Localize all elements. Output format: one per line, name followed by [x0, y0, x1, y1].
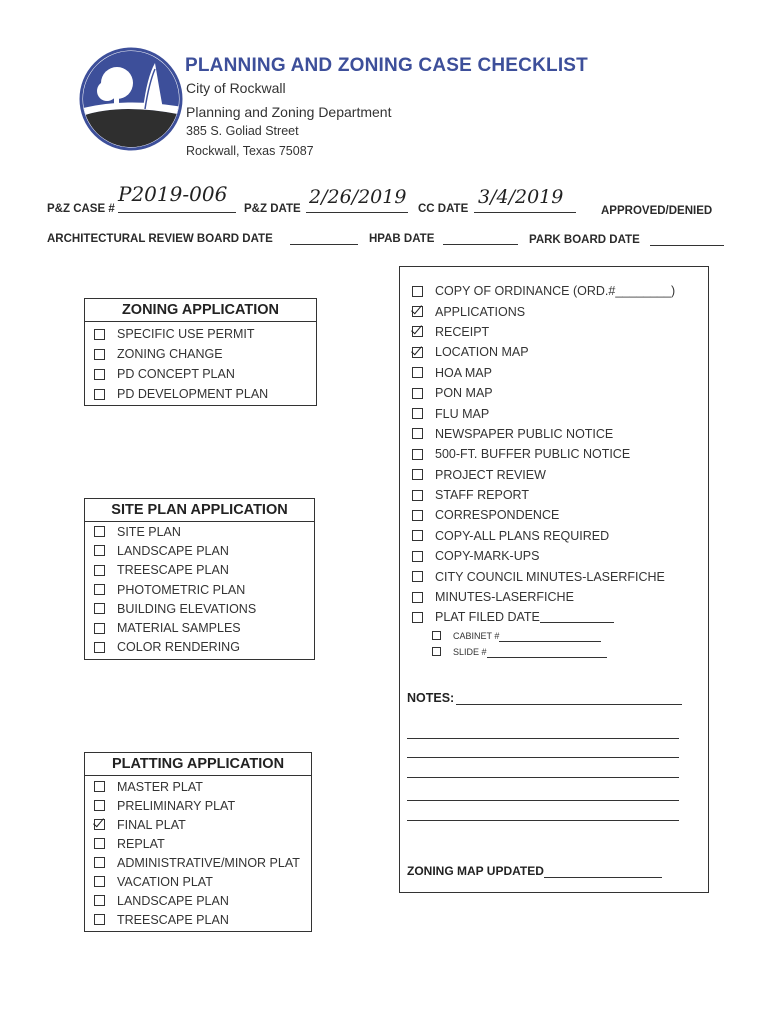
photometric-plan-checkbox[interactable] — [94, 584, 105, 595]
street-address: 385 S. Goliad Street — [186, 124, 299, 138]
pz-case-label: P&Z CASE # — [47, 203, 115, 215]
site-plan-application-list — [85, 522, 314, 657]
copy-all-plans-required-checkbox[interactable] — [412, 530, 423, 541]
plat-filed-date-line[interactable] — [540, 611, 614, 623]
newspaper-public-notice-label: NEWSPAPER PUBLIC NOTICE — [435, 426, 614, 441]
checklist-item-treescape-plan[interactable] — [94, 910, 311, 929]
checklist-item-color-rendering[interactable] — [94, 638, 314, 657]
zoning-change-label: ZONING CHANGE — [117, 347, 223, 361]
slide-label: SLIDE # — [453, 646, 487, 657]
checklist-item-flu-map[interactable] — [412, 403, 708, 423]
slide-item[interactable] — [432, 644, 708, 660]
copy-mark-ups-checkbox[interactable] — [412, 551, 423, 562]
treescape-plan-checkbox[interactable] — [94, 914, 105, 925]
checklist-item-applications[interactable] — [412, 301, 708, 321]
city-council-minutes-laserfiche-checkbox[interactable] — [412, 571, 423, 582]
approved-denied: APPROVED/DENIED — [601, 205, 713, 217]
city-state-zip: Rockwall, Texas 75087 — [186, 144, 314, 158]
checklist-item-copy-all-plans-required[interactable] — [412, 526, 708, 546]
checklist-item-location-map[interactable] — [412, 342, 708, 362]
notes-row — [407, 691, 682, 705]
pd-concept-plan-checkbox[interactable] — [94, 369, 105, 380]
checklist-item-plat-filed-date[interactable] — [412, 607, 708, 627]
checklist-item-zoning-change[interactable] — [94, 344, 316, 364]
slide-checkbox[interactable] — [432, 647, 441, 656]
correspondence-label: CORRESPONDENCE — [435, 508, 560, 523]
checklist-item-photometric-plan[interactable] — [94, 580, 314, 599]
notes-line-2[interactable] — [407, 738, 679, 739]
zoning-map-updated-line[interactable] — [544, 866, 662, 878]
site-plan-label: SITE PLAN — [117, 524, 181, 539]
copy-mark-ups-label: COPY-MARK-UPS — [435, 549, 540, 564]
material-samples-checkbox[interactable] — [94, 623, 105, 634]
site-plan-application-title: SITE PLAN APPLICATION — [85, 499, 314, 522]
location-map-label: LOCATION MAP — [435, 345, 529, 360]
city-council-minutes-laserfiche-label: CITY COUNCIL MINUTES-LASERFICHE — [435, 569, 665, 584]
checklist-item-hoa-map[interactable] — [412, 363, 708, 383]
landscape-plan-checkbox[interactable] — [94, 545, 105, 556]
zoning-application-box — [84, 298, 317, 406]
arb-date-line[interactable] — [290, 232, 358, 245]
administrative-minor-plat-label: ADMINISTRATIVE/MINOR PLAT — [117, 855, 300, 870]
photometric-plan-label: PHOTOMETRIC PLAN — [117, 582, 246, 597]
zoning-change-checkbox[interactable] — [94, 349, 105, 360]
cc-date-value[interactable]: 3/4/2019 — [478, 186, 564, 208]
department-name: Planning and Zoning Department — [186, 104, 392, 120]
checklist-item-landscape-plan[interactable] — [94, 541, 314, 560]
plat-filed-subitems — [400, 628, 708, 660]
checklist-item-pd-development-plan[interactable] — [94, 384, 316, 404]
material-samples-label: MATERIAL SAMPLES — [117, 621, 241, 636]
checklist-item-pon-map[interactable] — [412, 383, 708, 403]
administrative-minor-plat-checkbox[interactable] — [94, 857, 105, 868]
copy-all-plans-required-label: COPY-ALL PLANS REQUIRED — [435, 528, 610, 543]
preliminary-plat-label: PRELIMINARY PLAT — [117, 798, 236, 813]
landscape-plan-label: LANDSCAPE PLAN — [117, 893, 229, 908]
color-rendering-checkbox[interactable] — [94, 642, 105, 653]
checklist-item-newspaper-public-notice[interactable] — [412, 424, 708, 444]
notes-line-5[interactable] — [407, 800, 679, 801]
building-elevations-label: BUILDING ELEVATIONS — [117, 601, 257, 616]
location-map-checkbox[interactable] — [412, 347, 423, 358]
checklist-item-copy-mark-ups[interactable] — [412, 546, 708, 566]
project-review-checkbox[interactable] — [412, 469, 423, 480]
hpab-date-line[interactable] — [443, 232, 518, 245]
pon-map-checkbox[interactable] — [412, 388, 423, 399]
site-plan-application-box — [84, 498, 315, 660]
checklist-item-replat[interactable] — [94, 834, 311, 853]
applications-label: APPLICATIONS — [435, 304, 526, 319]
arb-date-label: ARCHITECTURAL REVIEW BOARD DATE — [47, 233, 273, 245]
cc-date-label: CC DATE — [418, 203, 469, 215]
vacation-plat-label: VACATION PLAT — [117, 874, 213, 889]
checklist-item-500-ft-buffer-public-notice[interactable] — [412, 444, 708, 464]
checklist-item-specific-use-permit[interactable] — [94, 324, 316, 344]
notes-line-6[interactable] — [407, 820, 679, 821]
park-board-date-line[interactable] — [650, 233, 724, 246]
notes-label: NOTES: — [407, 691, 455, 705]
site-plan-checkbox[interactable] — [94, 526, 105, 537]
checklist-list — [400, 267, 708, 628]
city-name: City of Rockwall — [186, 80, 286, 96]
replat-checkbox[interactable] — [94, 838, 105, 849]
vacation-plat-checkbox[interactable] — [94, 876, 105, 887]
replat-label: REPLAT — [117, 836, 165, 851]
treescape-plan-label: TREESCAPE PLAN — [117, 912, 229, 927]
specific-use-permit-checkbox[interactable] — [94, 329, 105, 340]
pd-development-plan-label: PD DEVELOPMENT PLAN — [117, 387, 269, 401]
checklist-item-vacation-plat[interactable] — [94, 872, 311, 891]
zoning-application-title: ZONING APPLICATION — [85, 299, 316, 322]
pd-development-plan-checkbox[interactable] — [94, 389, 105, 400]
notes-line-4[interactable] — [407, 777, 679, 778]
hpab-date-label: HPAB DATE — [369, 233, 435, 245]
treescape-plan-label: TREESCAPE PLAN — [117, 563, 229, 578]
park-board-date-label: PARK BOARD DATE — [529, 234, 640, 246]
platting-application-box — [84, 752, 312, 932]
correspondence-checkbox[interactable] — [412, 510, 423, 521]
checklist-item-staff-report[interactable] — [412, 485, 708, 505]
plat-filed-date-checkbox[interactable] — [412, 612, 423, 623]
master-plat-checkbox[interactable] — [94, 781, 105, 792]
zoning-map-updated-label: ZONING MAP UPDATED — [407, 864, 544, 878]
checklist-item-project-review[interactable] — [412, 465, 708, 485]
checklist-box — [399, 266, 709, 893]
landscape-plan-label: LANDSCAPE PLAN — [117, 543, 229, 558]
hoa-map-label: HOA MAP — [435, 365, 492, 380]
zoning-map-updated-row — [407, 864, 662, 878]
final-plat-label: FINAL PLAT — [117, 817, 186, 832]
treescape-plan-checkbox[interactable] — [94, 565, 105, 576]
500-ft-buffer-public-notice-checkbox[interactable] — [412, 449, 423, 460]
final-plat-checkbox[interactable] — [94, 819, 105, 830]
specific-use-permit-label: SPECIFIC USE PERMIT — [117, 327, 255, 341]
notes-line-1[interactable] — [456, 693, 682, 705]
pz-case-value[interactable]: P2019-006 — [118, 182, 228, 206]
checklist-item-final-plat[interactable] — [94, 815, 311, 834]
checklist-item-pd-concept-plan[interactable] — [94, 364, 316, 384]
slide-line[interactable] — [487, 646, 607, 658]
hoa-map-checkbox[interactable] — [412, 367, 423, 378]
building-elevations-checkbox[interactable] — [94, 603, 105, 614]
checklist-item-landscape-plan[interactable] — [94, 891, 311, 910]
checklist-item-receipt[interactable] — [412, 322, 708, 342]
checklist-item-building-elevations[interactable] — [94, 599, 314, 618]
checklist-item-copy-of-ordinance[interactable] — [412, 281, 708, 301]
plat-filed-date-label: PLAT FILED DATE — [435, 610, 540, 625]
checklist-item-treescape-plan[interactable] — [94, 561, 314, 580]
cabinet-item[interactable] — [432, 628, 708, 644]
checklist-item-material-samples[interactable] — [94, 618, 314, 637]
page-title: PLANNING AND ZONING CASE CHECKLIST — [185, 55, 588, 76]
minutes-laserfiche-label: MINUTES-LASERFICHE — [435, 590, 574, 605]
checklist-item-correspondence[interactable] — [412, 505, 708, 525]
staff-report-label: STAFF REPORT — [435, 488, 529, 503]
receipt-checkbox[interactable] — [412, 326, 423, 337]
checklist-item-site-plan[interactable] — [94, 522, 314, 541]
minutes-laserfiche-checkbox[interactable] — [412, 592, 423, 603]
newspaper-public-notice-checkbox[interactable] — [412, 428, 423, 439]
applications-checkbox[interactable] — [412, 306, 423, 317]
flu-map-checkbox[interactable] — [412, 408, 423, 419]
master-plat-label: MASTER PLAT — [117, 779, 203, 794]
pz-date-label: P&Z DATE — [244, 203, 301, 215]
zoning-application-list — [85, 322, 316, 404]
landscape-plan-checkbox[interactable] — [94, 895, 105, 906]
staff-report-checkbox[interactable] — [412, 490, 423, 501]
checklist-item-administrative-minor-plat[interactable] — [94, 853, 311, 872]
cabinet-line[interactable] — [499, 630, 601, 642]
color-rendering-label: COLOR RENDERING — [117, 640, 240, 655]
copy-of-ordinance-label: COPY OF ORDINANCE (ORD.#________) — [435, 284, 676, 299]
500-ft-buffer-public-notice-label: 500-FT. BUFFER PUBLIC NOTICE — [435, 447, 631, 462]
receipt-label: RECEIPT — [435, 324, 490, 339]
cabinet-label: CABINET # — [453, 630, 500, 641]
checklist-item-preliminary-plat[interactable] — [94, 796, 311, 815]
checklist-item-minutes-laserfiche[interactable] — [412, 587, 708, 607]
platting-application-list — [85, 776, 311, 929]
project-review-label: PROJECT REVIEW — [435, 467, 546, 482]
pon-map-label: PON MAP — [435, 386, 493, 401]
flu-map-label: FLU MAP — [435, 406, 490, 421]
preliminary-plat-checkbox[interactable] — [94, 800, 105, 811]
pz-date-value[interactable]: 2/26/2019 — [309, 186, 407, 208]
copy-of-ordinance-checkbox[interactable] — [412, 286, 423, 297]
notes-line-3[interactable] — [407, 757, 679, 758]
checklist-item-city-council-minutes-laserfiche[interactable] — [412, 566, 708, 586]
pd-concept-plan-label: PD CONCEPT PLAN — [117, 367, 235, 381]
checklist-item-master-plat[interactable] — [94, 777, 311, 796]
platting-application-title: PLATTING APPLICATION — [85, 753, 311, 776]
cabinet-checkbox[interactable] — [432, 631, 441, 640]
city-logo — [79, 47, 183, 151]
